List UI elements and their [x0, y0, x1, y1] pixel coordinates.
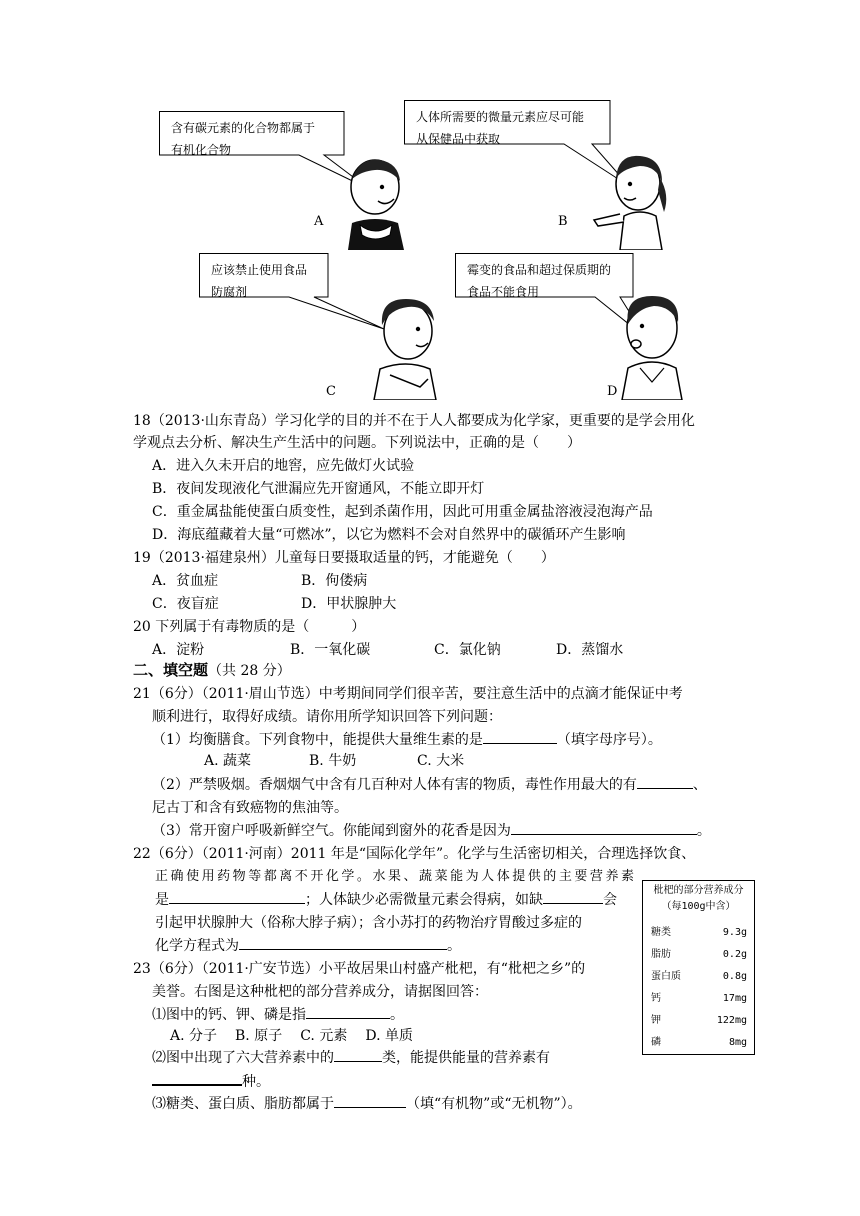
q19-option-d: D．甲状腺肿大	[301, 596, 397, 612]
q18-option-b: B．夜间发现液化气泄漏应先开窗通风，不能立即开灯	[152, 481, 485, 497]
q21-part-1-option-c: C. 大米	[417, 753, 465, 769]
q21-part-1	[152, 729, 662, 751]
q21-part-1-text: （1）均衡膳食。下列食物中，能提供大量维生素的是	[152, 732, 483, 748]
q23-part-1	[152, 1004, 404, 1026]
q21-answer-blank-2[interactable]	[637, 774, 693, 789]
nutrition-table	[642, 880, 755, 1055]
bubble-b-line-1: 人体所需要的微量元素应尽可能	[416, 110, 585, 124]
nutrition-name: 磷	[651, 1037, 661, 1048]
q21-part-2	[152, 774, 707, 796]
q21-answer-blank-1[interactable]	[483, 729, 557, 744]
q21-stem-line-1: 21（6分）（2011·眉山节选）中考期间同学们很辛苦，要注意生活中的点滴才能保证中考	[133, 686, 683, 702]
q19-option-a: A．贫血症	[152, 573, 219, 589]
nutrition-value: 0.2g	[722, 949, 747, 960]
person-c-illustration	[360, 295, 450, 400]
q20-option-b: B．一氧化碳	[290, 642, 371, 658]
q19-option-b: B．佝偻病	[301, 573, 368, 589]
bubble-d-line-1: 霉变的食品和超过保质期的	[467, 263, 612, 277]
q18-option-c: C．重金属盐能使蛋白质变性，起到杀菌作用，因此可用重金属盐溶液浸泡海产品	[152, 504, 653, 520]
section-2-points: （共 28 分）	[208, 663, 291, 679]
q23-part-2-text-a: ⑵图中出现了六大营养素中的	[152, 1050, 334, 1066]
q23-stem-line-2: 美誉。右图是这种枇杷的部分营养成分，请据图回答：	[152, 984, 488, 1000]
q23-part-1-suffix: 。	[390, 1007, 404, 1023]
nutrition-name: 钙	[651, 993, 661, 1004]
q23-option-d: D. 单质	[365, 1028, 413, 1044]
q23-part-1-text: ⑴图中的钙、钾、磷是指	[152, 1007, 306, 1023]
q18-option-d: D．海底蕴藏着大量“可燃冰”，以它为燃料不会对自然界中的碳循环产生影响	[152, 527, 626, 543]
q21-part-3-suffix: 。	[696, 823, 711, 839]
person-a-illustration	[340, 155, 410, 250]
q23-part-2	[152, 1047, 550, 1069]
q21-part-2-text: （2）严禁吸烟。香烟烟气中含有几百种对人体有害的物质，毒性作用最大的有	[152, 777, 637, 793]
q20-stem: 20 下列属于有毒物质的是（ ）	[133, 619, 366, 635]
nutrition-row	[651, 925, 747, 941]
q23-answer-blank-1[interactable]	[306, 1004, 390, 1019]
q20-option-d: D．蒸馏水	[556, 642, 624, 658]
q18-option-a: A．进入久未开启的地窖，应先做灯火试验	[152, 458, 415, 474]
q23-part-3-text-a: ⑶糖类、蛋白质、脂肪都属于	[152, 1096, 334, 1112]
nutrition-row	[651, 991, 747, 1007]
bubble-b-line-2: 从保健品中获取	[416, 132, 501, 144]
q22-answer-blank-3[interactable]	[239, 935, 447, 950]
nutrition-row	[651, 1013, 747, 1029]
figure-label-c: C	[326, 384, 336, 399]
q22-line-3-text-a: 是	[155, 892, 169, 908]
q21-stem-line-2: 顺利进行，取得好成绩。请你用所学知识回答下列问题：	[152, 709, 502, 725]
q22-line-5-text-a: 化学方程式为	[155, 938, 239, 954]
q23-part-2-text-b: 类，能提供能量的营养素有	[382, 1050, 550, 1066]
q23-part-2-line-2	[152, 1070, 270, 1093]
q22-stem-line-4: 引起甲状腺肿大（俗称大脖子病）；含小苏打的药物治疗胃酸过多症的	[155, 915, 582, 931]
q18-stem-line-2: 学观点去分析、解决生产生活中的问题。下列说法中，正确的是（ ）	[133, 435, 581, 451]
q22-line-5-text-b: 。	[447, 938, 461, 954]
q22-answer-blank-2[interactable]	[543, 889, 603, 904]
q22-line-3-text-b: ；人体缺少必需微量元素会得病，如缺	[305, 892, 543, 908]
q21-part-1-option-a: A. 蔬菜	[204, 753, 252, 769]
section-2-heading	[133, 659, 291, 682]
q23-option-c: C. 元素	[300, 1028, 348, 1044]
nutrition-table-subtitle: （每100g中含）	[661, 901, 736, 912]
bubble-d-line-2: 食品不能食用	[467, 285, 540, 297]
q21-part-3	[152, 820, 711, 842]
q20-option-c: C．氯化钠	[434, 642, 501, 658]
q21-part-1-suffix: （填字母序号）。	[556, 732, 662, 748]
q21-part-2-line-2: 尼古丁和含有致癌物的焦油等。	[152, 800, 348, 816]
q23-part-3-text-b: （填“有机物”或“无机物”）。	[406, 1096, 582, 1112]
q21-part-3-text: （3）常开窗户呼吸新鲜空气。你能闻到窗外的花香是因为	[152, 823, 511, 839]
nutrition-row	[651, 969, 747, 985]
nutrition-name: 脂肪	[651, 949, 671, 960]
q20-option-a: A．淀粉	[152, 642, 205, 658]
q23-part-2-text-c: 种。	[242, 1074, 270, 1090]
q22-line-3-text-c: 会	[603, 892, 617, 908]
q22-stem-line-5	[155, 935, 461, 957]
q23-part-1-options	[170, 1025, 413, 1047]
section-2-title: 二、填空题	[133, 661, 209, 679]
person-d-illustration	[610, 290, 690, 400]
nutrition-table-title: 枇杷的部分营养成分	[653, 885, 744, 896]
q18-stem-line-1: 18（2013·山东青岛）学习化学的目的并不在于人人都要成为化学家，更重要的是学会用化	[133, 413, 695, 429]
q23-option-b: B. 原子	[235, 1028, 283, 1044]
q23-answer-blank-3[interactable]	[152, 1070, 242, 1086]
q21-part-2-suffix: 、	[692, 777, 707, 793]
q21-part-1-option-b: B. 牛奶	[309, 753, 357, 769]
q21-answer-blank-3[interactable]	[511, 820, 697, 835]
q23-option-a: A. 分子	[170, 1028, 218, 1044]
nutrition-name: 蛋白质	[651, 971, 681, 982]
bubble-c-line-1: 应该禁止使用食品	[211, 263, 308, 277]
q23-stem-line-1: 23（6分）（2011·广安节选）小平故居果山村盛产枇杷，有“枇杷之乡”的	[133, 961, 586, 977]
q22-stem-line-2: 正 确 使 用 药 物 等 都 离 不 开 化 学 。 水 果 、 蔬 菜 能 为 人 体 提 供 的 主 要 营 养 素	[155, 869, 634, 884]
nutrition-row	[651, 947, 747, 963]
figure-label-a: A	[314, 214, 324, 229]
bubble-c-line-2: 防腐剂	[211, 285, 248, 297]
q23-answer-blank-4[interactable]	[334, 1093, 406, 1108]
nutrition-value: 17mg	[722, 993, 747, 1004]
q19-stem: 19（2013·福建泉州）儿童每日要摄取适量的钙，才能避免（ ）	[133, 550, 555, 566]
nutrition-value: 122mg	[716, 1015, 747, 1026]
nutrition-value: 0.8g	[722, 971, 747, 982]
nutrition-value: 8mg	[728, 1037, 747, 1048]
q22-stem-line-3	[155, 889, 617, 911]
q23-part-3	[152, 1093, 582, 1115]
q22-stem-line-1: 22（6分）（2011·河南）2011 年是“国际化学年”。化学与生活密切相关，合理选择饮食、	[133, 846, 696, 862]
q23-answer-blank-2[interactable]	[334, 1047, 382, 1062]
figure-label-d: D	[607, 384, 618, 399]
q22-answer-blank-1[interactable]	[169, 889, 305, 904]
nutrition-row	[651, 1035, 747, 1051]
figure-label-b: B	[558, 214, 568, 229]
nutrition-name: 糖类	[651, 927, 671, 938]
bubble-a-line-1: 含有碳元素的化合物都属于	[171, 121, 316, 135]
nutrition-value: 9.3g	[722, 927, 747, 938]
bubble-a-line-2: 有机化合物	[171, 143, 232, 155]
nutrition-name: 钾	[651, 1015, 661, 1026]
q19-option-c: C．夜盲症	[152, 596, 219, 612]
person-b-illustration	[590, 150, 670, 250]
